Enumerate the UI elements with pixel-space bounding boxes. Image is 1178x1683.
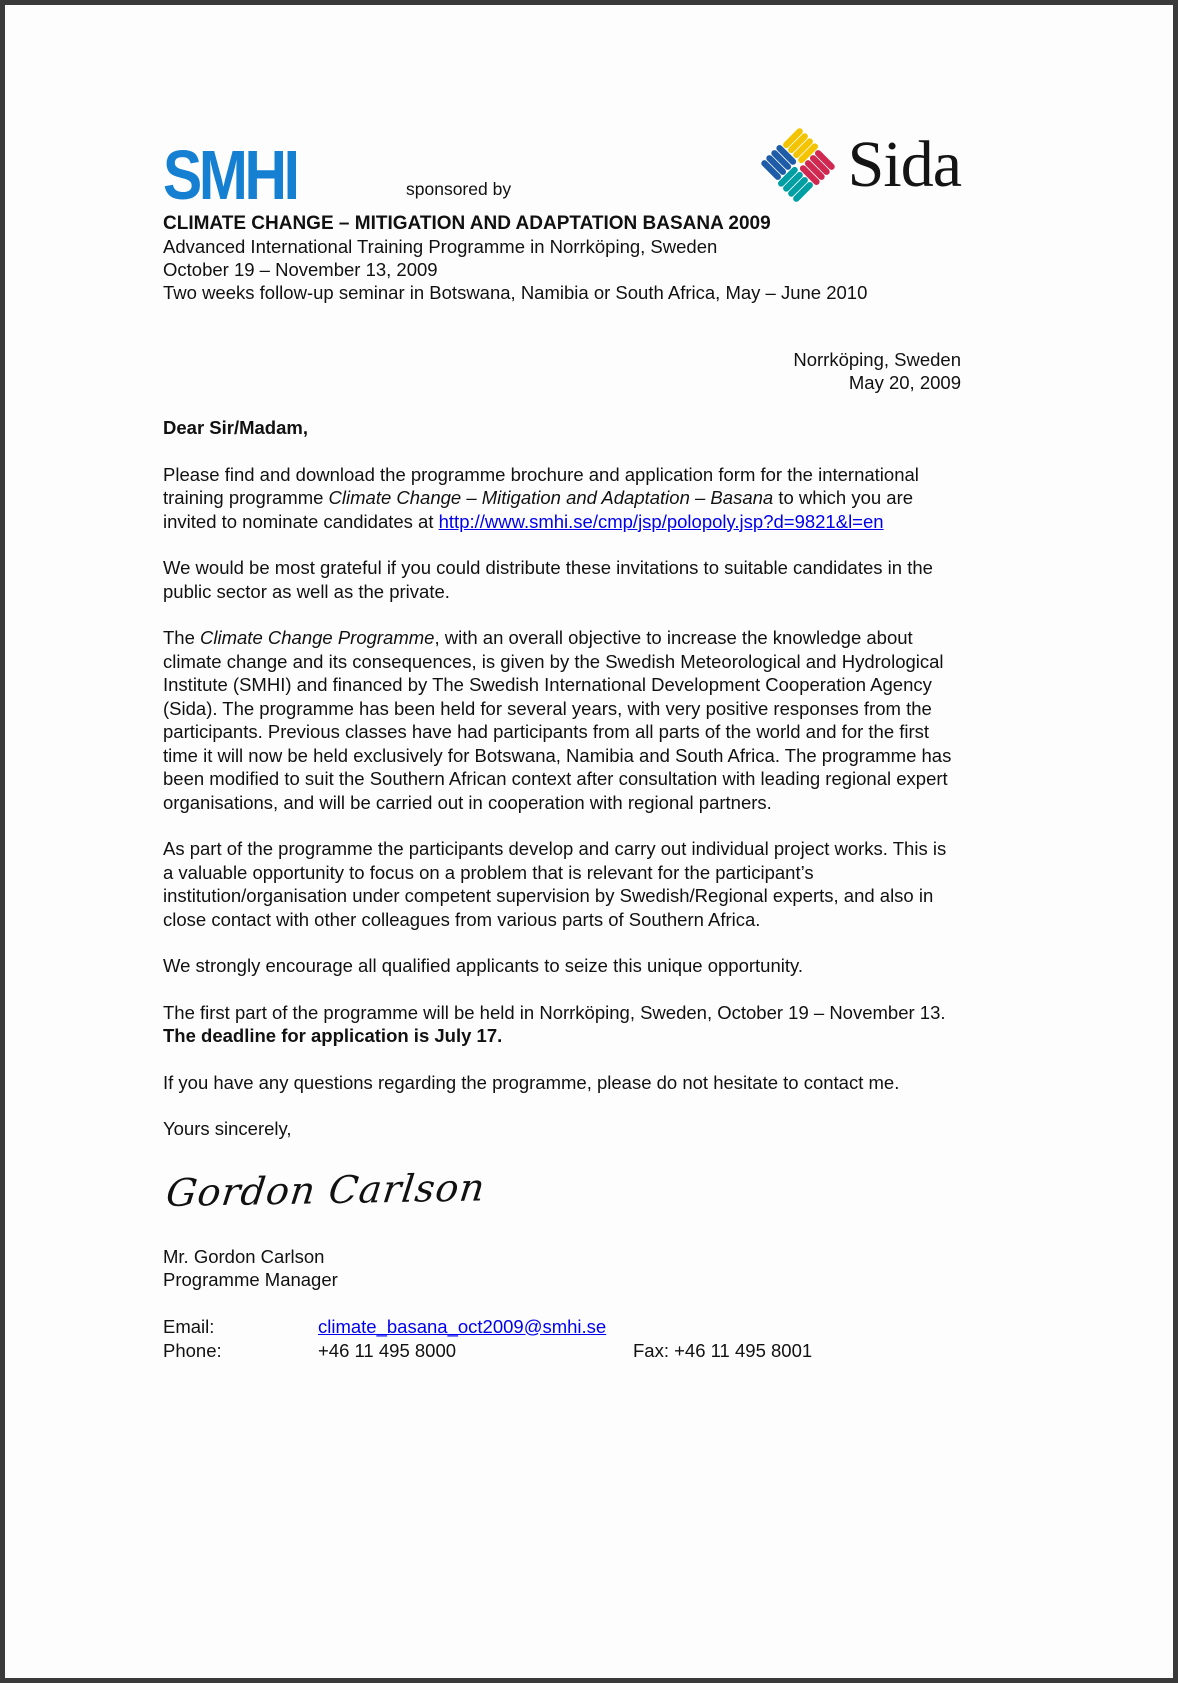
dateline (163, 348, 961, 394)
phone-value: +46 11 495 8000 (318, 1339, 457, 1361)
paragraph-intro-tail: to which you are invited to nominate candidates at (163, 487, 914, 532)
signature-script: Gordon Carlson (163, 1164, 488, 1215)
programme-url-link[interactable]: http://www.smhi.se/cmp/jsp/polopoly.jsp?d=9821&l=en (438, 510, 884, 532)
dateline-place: Norrköping, Sweden (793, 349, 961, 370)
paragraph-questions: If you have any questions regarding the programme, please do not hesitate to contact me. (163, 1071, 900, 1093)
paragraph-description-lead: The (163, 627, 201, 648)
programme-title-block (163, 212, 961, 304)
sida-symbol-icon (756, 123, 840, 207)
letterhead (163, 117, 961, 215)
programme-name-italic: Climate Change – Mitigation and Adaptation – Basana (328, 487, 774, 508)
paragraph-intro-lead: Please find and download the programme brochure and application form for the international training programme (163, 463, 919, 508)
paragraph-programme-description (163, 626, 961, 814)
paragraph-deadline-lead: The first part of the programme will be held in Norrköping, Sweden, October 19 – November 13. (163, 1001, 946, 1023)
sponsored-by-label: sponsored by (406, 179, 512, 199)
email-link[interactable]: climate_basana_oct2009@smhi.se (318, 1315, 607, 1337)
signer-block (163, 1245, 961, 1291)
paragraph-project-works: As part of the programme the participants develop and carry out individual project works. This is a valuable opportunity to focus on a problem that is relevant for the participant’s institution/organisation under competent supervision by Swedish/Regional experts, and also in close contact with other colleagues from various parts of Southern Africa. (163, 838, 947, 930)
programme-subtitle: Advanced International Training Programme in Norrköping, Sweden (163, 236, 718, 257)
paragraph-intro (163, 463, 961, 534)
contact-block (163, 1315, 961, 1363)
programme-shortname-italic: Climate Change Programme (200, 627, 435, 648)
programme-dates: October 19 – November 13, 2009 (163, 259, 438, 280)
paragraph-description-tail: , with an overall objective to increase the knowledge about climate change and its consequences, is given by the Swedish Meteorological and Hydrological Institute (SMHI) and financed by The Swedish International Development Cooperation Agency (Sida). The programme has been held for several years, with very positive responses from the participants. Previous classes have had participants from all parts of the world and for the first time it will now be held exclusively for Botswana, Namibia and South Africa. The programme has been modified to suit the Southern African context after consultation with leading regional expert organisations, and will be carried out in cooperation with regional partners. (163, 627, 952, 813)
dateline-date: May 20, 2009 (848, 372, 961, 393)
salutation: Dear Sir/Madam, (163, 417, 308, 438)
signer-title: Programme Manager (163, 1268, 338, 1290)
sida-logo (756, 123, 961, 207)
deadline-bold-text: The deadline for application is July 17. (163, 1025, 503, 1046)
programme-title: CLIMATE CHANGE – MITIGATION AND ADAPTATION BASANA 2009 (163, 213, 771, 234)
phone-label: Phone: (163, 1339, 222, 1361)
email-label: Email: (163, 1315, 215, 1337)
paragraph-distribute: We would be most grateful if you could distribute these invitations to suitable candidates in the public sector as well as the private. (163, 557, 933, 602)
sida-wordmark: Sida (847, 127, 961, 201)
closing: Yours sincerely, (163, 1118, 292, 1139)
contact-email-row (163, 1315, 961, 1339)
paragraph-deadline (163, 1001, 961, 1048)
signer-name: Mr. Gordon Carlson (163, 1245, 325, 1267)
letter-content (5, 5, 1173, 1363)
fax-value: Fax: +46 11 495 8001 (633, 1339, 813, 1361)
paragraph-encourage: We strongly encourage all qualified applicants to seize this unique opportunity. (163, 955, 804, 976)
smhi-logo: SMHI (163, 136, 297, 215)
contact-phone-row (163, 1339, 961, 1363)
programme-followup: Two weeks follow-up seminar in Botswana, Namibia or South Africa, May – June 2010 (163, 282, 868, 303)
